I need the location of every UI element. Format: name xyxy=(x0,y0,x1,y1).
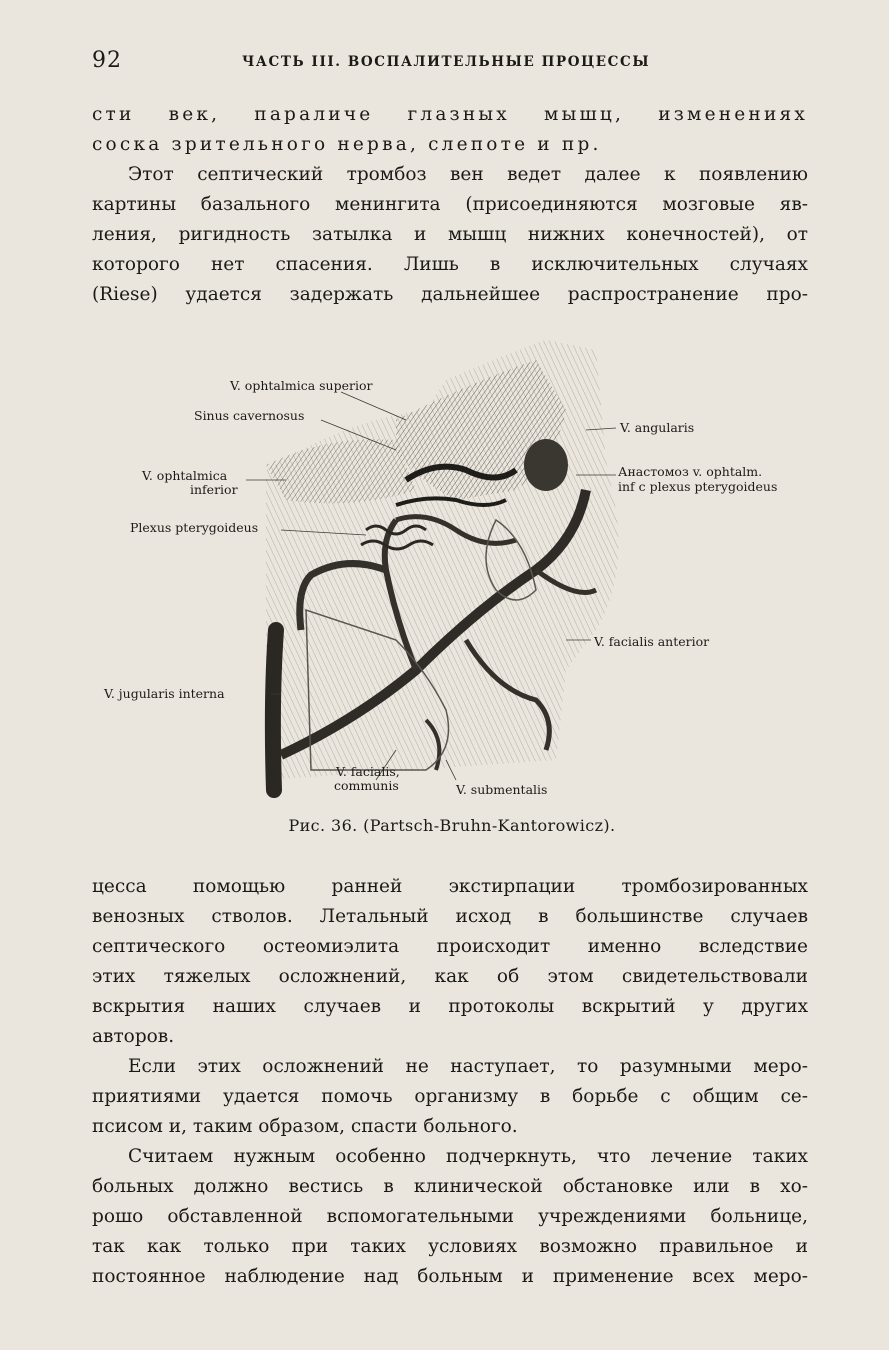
label-ophtalmica-superior: V. ophtalmica superior xyxy=(230,378,373,393)
anatomical-figure xyxy=(96,340,808,860)
text-line: этих тяжелых осложнений, как об этом свидетельствовали xyxy=(92,966,808,987)
paragraph-continuation-top xyxy=(92,100,808,160)
text-line: которого нет спасения. Лишь в исключительных случаях xyxy=(92,254,808,275)
paragraph-thrombosis xyxy=(92,160,808,310)
chapter-title: ЧАСТЬ III. ВОСПАЛИТЕЛЬНЫЕ ПРОЦЕССЫ xyxy=(242,54,651,70)
label-jugularis-interna: V. jugularis interna xyxy=(104,686,225,701)
label-ophtalmica-inferior: V. ophtalmica xyxy=(142,468,228,483)
figure-caption: Рис. 36. (Partsch-Bruhn-Kantorowicz). xyxy=(288,816,616,835)
label-anastomosis-2: inf c plexus pterygoideus xyxy=(618,479,778,494)
text-line: ления, ригидность затылка и мышц нижних конечностей), от xyxy=(92,224,808,245)
text-line: цесса помощью ранней экстирпации тромбозированных xyxy=(92,876,808,897)
text-line: псисом и, таким образом, спасти больного. xyxy=(92,1116,518,1137)
text-line: вскрытия наших случаев и протоколы вскрытий у других xyxy=(92,996,808,1017)
label-anastomosis: Анастомоз v. ophtalm. xyxy=(618,464,763,479)
label-facialis-communis-2: communis xyxy=(334,778,399,793)
jugular-vein xyxy=(273,630,276,790)
label-facialis-communis: V. facialis, xyxy=(336,764,400,779)
paragraph-continuation-bottom xyxy=(92,872,808,1052)
label-ophtalmica-inferior-2: inferior xyxy=(190,482,238,497)
label-facialis-anterior: V. facialis anterior xyxy=(594,634,710,649)
text-line: авторов. xyxy=(92,1026,175,1047)
text-line: постоянное наблюдение над больным и применение всех меро- xyxy=(92,1266,808,1287)
text-line: так как только при таких условиях возможно правильное и xyxy=(92,1236,808,1257)
paragraph-complications xyxy=(92,1052,808,1142)
label-sinus-cavernosus: Sinus cavernosus xyxy=(194,408,305,423)
text-line: (Riese) удается задержать дальнейшее распространение про- xyxy=(92,284,808,305)
label-plexus-pterygoideus: Plexus pterygoideus xyxy=(130,520,259,535)
text-line: септического остеомиэлита происходит именно вследствие xyxy=(92,936,808,957)
text-line: приятиями удается помочь организму в борьбе с общим се- xyxy=(92,1086,808,1107)
text-line: рошо обставленной вспомогательными учреждениями больнице, xyxy=(92,1206,808,1227)
text-line: сти век, параличе глазных мышц, изменениях xyxy=(92,104,808,125)
text-line: Этот септический тромбоз вен ведет далее к появлению xyxy=(128,164,808,185)
text-line: соска зрительного нерва, слепоте и пр. xyxy=(92,134,602,155)
text-line: венозных стволов. Летальный исход в большинстве случаев xyxy=(92,906,808,927)
text-line: картины базального менингита (присоединяются мозговые яв- xyxy=(92,194,808,215)
page-number: 92 xyxy=(92,48,122,73)
eye-shape xyxy=(524,439,568,491)
running-head xyxy=(92,48,808,78)
text-line: больных должно вестись в клинической обстановке или в хо- xyxy=(92,1176,808,1197)
text-line: Если этих осложнений не наступает, то разумными меро- xyxy=(128,1056,808,1077)
paragraph-treatment xyxy=(92,1142,808,1292)
text-line: Считаем нужным особенно подчеркнуть, что лечение таких xyxy=(128,1146,808,1167)
label-submentalis: V. submentalis xyxy=(456,782,548,797)
label-angularis: V. angularis xyxy=(620,420,695,435)
